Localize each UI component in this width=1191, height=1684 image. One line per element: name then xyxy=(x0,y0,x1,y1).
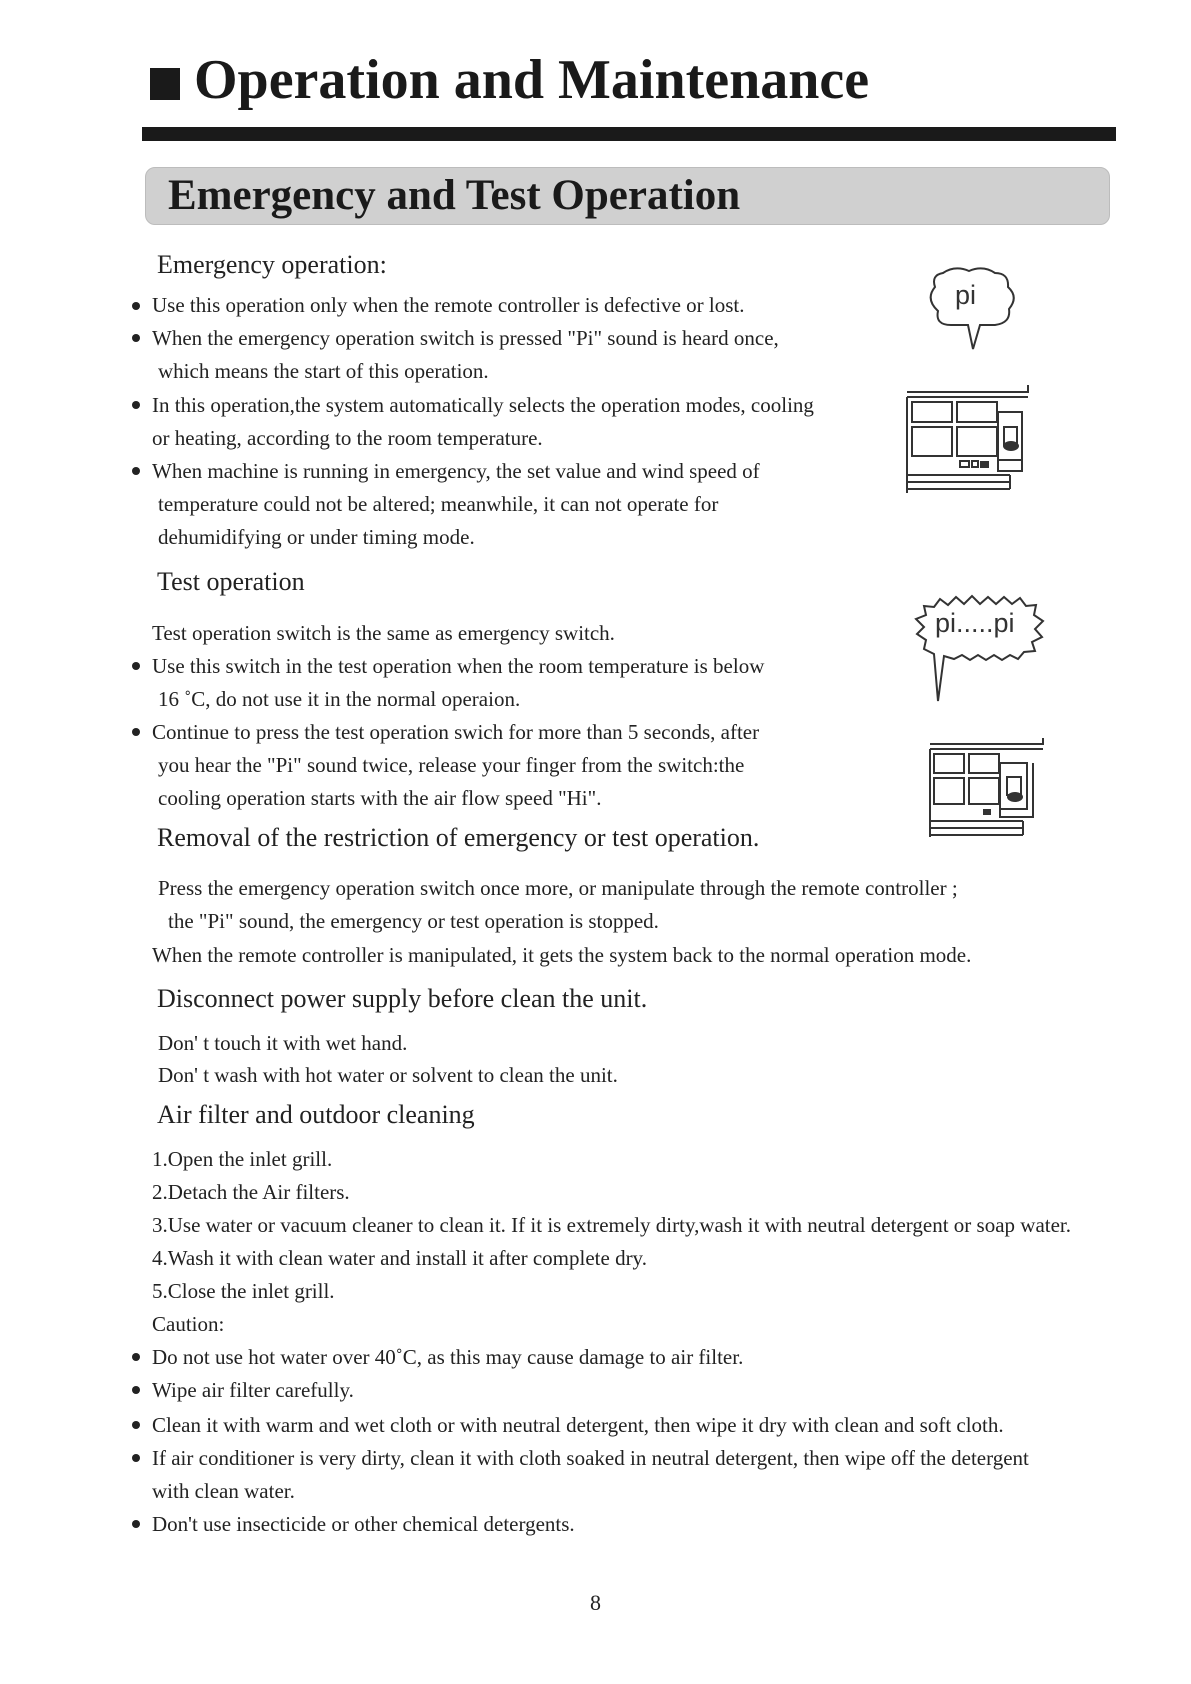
test-line: cooling operation starts with the air flow speed "Hi". xyxy=(158,786,602,810)
removal-line: the "Pi" sound, the emergency or test operation is stopped. xyxy=(168,909,659,933)
emergency-line: Use this operation only when the remote controller is defective or lost. xyxy=(152,293,745,317)
test-line: you hear the "Pi" sound twice, release your finger from the switch:the xyxy=(158,753,745,777)
bullet-icon xyxy=(132,1353,140,1361)
emergency-line: temperature could not be altered; meanwhile, it can not operate for xyxy=(158,492,719,516)
filter-step: 3.Use water or vacuum cleaner to clean it. If it is extremely dirty,wash it with neutral detergent or soap water. xyxy=(152,1213,1072,1237)
test-line: Continue to press the test operation swich for more than 5 seconds, after xyxy=(152,720,760,744)
removal-line: Press the emergency operation switch once more, or manipulate through the remote controller ; xyxy=(158,876,958,900)
emergency-heading: Emergency operation: xyxy=(157,250,387,279)
pi-pi-bubble-text: pi.....pi xyxy=(935,608,1015,638)
square-bullet-icon xyxy=(150,68,180,100)
filter-step: 1.Open the inlet grill. xyxy=(152,1147,333,1171)
caution-line: If air conditioner is very dirty, clean it with cloth soaked in neutral detergent, then wipe off the detergent xyxy=(152,1446,1029,1470)
emergency-line: or heating, according to the room temperature. xyxy=(152,426,543,450)
ac-unit-emergency-switch-illustration xyxy=(900,383,1035,498)
bullet-icon xyxy=(132,1421,140,1429)
filter-step: 5.Close the inlet grill. xyxy=(152,1279,335,1303)
caution-label: Caution: xyxy=(152,1312,225,1336)
test-heading: Test operation xyxy=(157,567,305,596)
emergency-line: When machine is running in emergency, the set value and wind speed of xyxy=(152,459,760,483)
caution-line: Wipe air filter carefully. xyxy=(152,1378,354,1402)
air-filter-heading: Air filter and outdoor cleaning xyxy=(157,1100,475,1129)
removal-heading: Removal of the restriction of emergency or test operation. xyxy=(157,823,760,852)
page-title-text: Operation and Maintenance xyxy=(194,49,870,111)
bullet-icon xyxy=(132,1454,140,1462)
caution-line: Clean it with warm and wet cloth or with neutral detergent, then wipe it dry with clean and soft cloth. xyxy=(152,1413,1004,1437)
filter-step: 2.Detach the Air filters. xyxy=(152,1180,350,1204)
title-rule xyxy=(142,127,1116,141)
disconnect-line: Don' t wash with hot water or solvent to clean the unit. xyxy=(158,1063,618,1087)
bullet-icon xyxy=(132,467,140,475)
pi-speech-bubble xyxy=(925,265,1025,355)
bullet-icon xyxy=(132,334,140,342)
section-title: Emergency and Test Operation xyxy=(168,172,741,219)
caution-line: with clean water. xyxy=(152,1479,295,1503)
bullet-icon xyxy=(132,1520,140,1528)
caution-line: Don't use insecticide or other chemical detergents. xyxy=(152,1512,575,1536)
disconnect-heading: Disconnect power supply before clean the unit. xyxy=(157,984,648,1013)
test-line: Test operation switch is the same as emergency switch. xyxy=(152,621,615,645)
test-line: 16 ˚C, do not use it in the normal operaion. xyxy=(158,687,521,711)
bullet-icon xyxy=(132,1386,140,1394)
bullet-icon xyxy=(132,662,140,670)
bullet-icon xyxy=(132,302,140,310)
test-line: Use this switch in the test operation when the room temperature is below xyxy=(152,654,765,678)
caution-line: Do not use hot water over 40˚C, as this may cause damage to air filter. xyxy=(152,1345,744,1369)
disconnect-line: Don' t touch it with wet hand. xyxy=(158,1031,408,1055)
page-title xyxy=(150,48,869,112)
emergency-line: In this operation,the system automatically selects the operation modes, cooling xyxy=(152,393,814,417)
ac-unit-test-switch-illustration xyxy=(923,737,1048,842)
pi-pi-speech-bubble xyxy=(912,589,1052,709)
emergency-line: which means the start of this operation. xyxy=(158,359,489,383)
emergency-line: dehumidifying or under timing mode. xyxy=(158,525,475,549)
pi-bubble-text: pi xyxy=(955,280,977,310)
filter-step: 4.Wash it with clean water and install it after complete dry. xyxy=(152,1246,647,1270)
removal-line: When the remote controller is manipulated, it gets the system back to the normal operation mode. xyxy=(152,943,972,967)
page-number: 8 xyxy=(590,1590,601,1615)
section-band xyxy=(145,167,1110,225)
emergency-line: When the emergency operation switch is pressed "Pi" sound is heard once, xyxy=(152,326,779,350)
bullet-icon xyxy=(132,401,140,409)
bullet-icon xyxy=(132,728,140,736)
